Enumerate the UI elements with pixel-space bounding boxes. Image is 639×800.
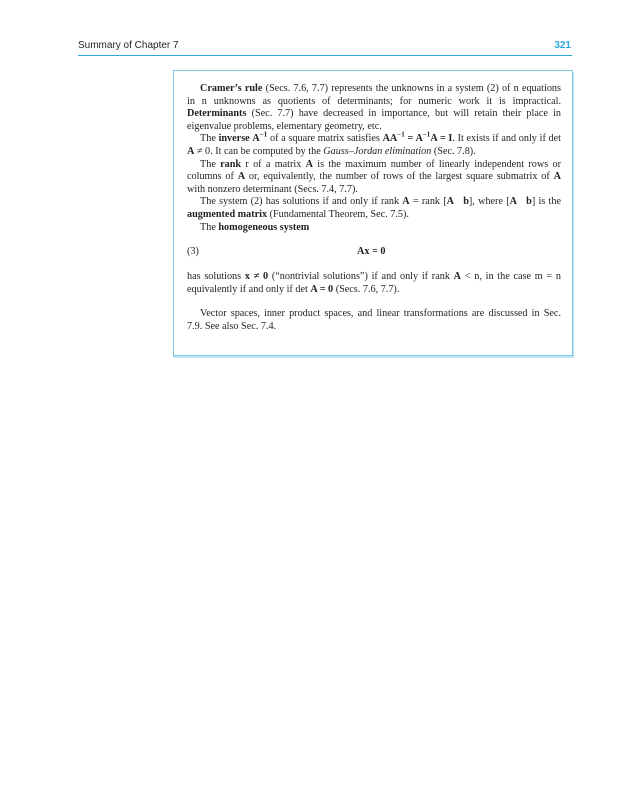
equation-number: (3): [187, 246, 199, 258]
paragraph-inverse: The inverse $A^{-1}$ of a square matrix satisfies $AA^{-1} = A^{-1}A = I$. It exists if and only if det A ≠ 0. It can be computed by the Gauss–Jordan elimination (Sec. 7.8).: [187, 130, 561, 157]
paragraph-homogeneous: The homogeneous system: [200, 221, 310, 233]
term-inverse: inverse: [218, 133, 250, 145]
summary-box: [173, 70, 573, 356]
term-rank: rank: [220, 158, 242, 170]
equation-3: [187, 246, 561, 259]
paragraph-vector-spaces: Vector spaces, inner product spaces, and linear transformations are discussed in Sec. 7.9. See also Sec. 7.4.: [187, 308, 561, 332]
term-gauss-jordan: Gauss–Jordan elimination: [323, 145, 432, 157]
running-head: [78, 40, 572, 54]
paragraph-nontrivial: has solutions x ≠ 0 (“nontrivial solutions”) if and only if rank A < n, in the case m = n equivalently if and only if det A = 0 (Secs. 7.6, 7.7).: [187, 271, 561, 295]
paragraph-cramers-rule: Cramer’s rule (Secs. 7.6, 7.7) represents the unknowns in a system (2) of n equations in n unknowns as quotients of determinants; for numeric work it is impractical. Determinants (Sec. 7.7) have decreased in importance, but will retain their place in eigenvalue problems, elementary geometry, etc.: [187, 83, 561, 132]
page-number: 321: [554, 40, 571, 51]
term-homogeneous-system: homogeneous system: [218, 221, 310, 233]
running-title: Summary of Chapter 7: [78, 40, 179, 51]
equation-body: Ax = 0: [357, 246, 386, 258]
term-determinants: Determinants: [187, 108, 247, 120]
term-augmented-matrix: augmented matrix: [187, 208, 268, 220]
header-rule: [78, 55, 572, 56]
paragraph-rank: The rank r of a matrix A is the maximum number of linearly independent rows or columns of A or, equivalently, the number of rows of the largest square submatrix of A with nonzero determinant (Secs. 7.4, 7.7).: [187, 158, 561, 195]
paragraph-fundamental-theorem: The system (2) has solutions if and only if rank A = rank [A b], where [A b] is the augmented matrix (Fundamental Theorem, Sec. 7.5).: [187, 196, 561, 220]
term-cramers-rule: Cramer’s rule: [200, 83, 263, 94]
summary-text: [187, 83, 561, 334]
